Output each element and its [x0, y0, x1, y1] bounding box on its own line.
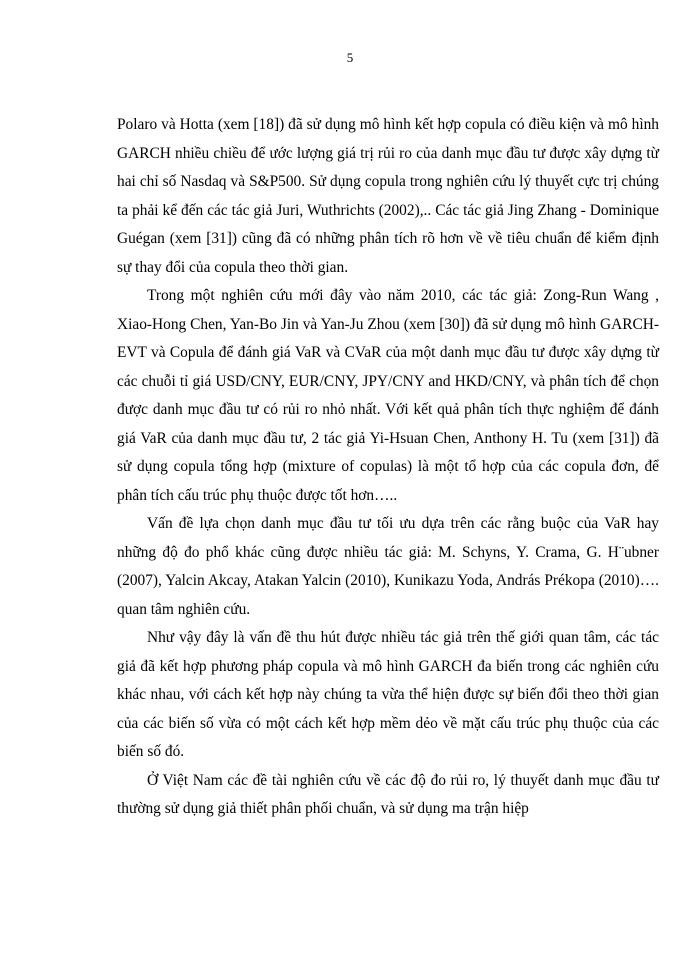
- paragraph-vietnam: Ở Việt Nam các đề tài nghiên cứu về các độ đo rủi ro, lý thuyết danh mục đầu tư thường sử dụng giả thiết phân phối chuẩn, và sử dụng ma trận hiệp: [117, 771, 659, 817]
- body-text: [117, 111, 659, 824]
- paragraph-summary: Như vậy đây là vấn đề thu hút được nhiều tác giả trên thế giới quan tâm, các tác giả đã kết hợp phương pháp copula và mô hình GARCH đa biến trong các nghiên cứu khác nhau, với cách kết hợp này chúng ta vừa thể hiện được sự biến đổi theo thời gian của các biến số vừa có một cách kết hợp mềm dẻo về mặt cấu trúc phụ thuộc của các biến số đó.: [117, 629, 659, 760]
- paragraph-polaro-hotta: Polaro và Hotta (xem [18]) đã sử dụng mô hình kết hợp copula có điều kiện và mô hình GARCH nhiều chiều để ước lượng giá trị rủi ro của danh mục đầu tư được xây dựng từ hai chỉ số Nasdaq và S&P500. Sử dụng copula trong nghiên cứu lý thuyết cực trị chúng ta phải kể đến các tác giả Juri, Wuthrichts (2002),.. Các tác giả Jing Zhang - Dominique Guégan (xem [31]) cũng đã có những phân tích rõ hơn về về tiêu chuẩn để kiểm định sự thay đổi của copula theo thời gian.: [117, 116, 659, 276]
- page-number: 5: [346, 50, 354, 65]
- paragraph-zong-run-wang: Trong một nghiên cứu mới đây vào năm 2010, các tác giả: Zong-Run Wang , Xiao-Hong Chen, Yan-Bo Jin và Yan-Ju Zhou (xem [30]) đã sử dụng mô hình GARCH-EVT và Copula để đánh giá VaR và CVaR của một danh mục đầu tư được xây dựng từ các chuỗi tỉ giá USD/CNY, EUR/CNY, JPY/CNY and HKD/CNY, và phân tích để chọn được danh mục đầu tư có rủi ro nhỏ nhất. Với kết quả phân tích thực nghiệm để đánh giá VaR của danh mục đầu tư, 2 tác giả Yi-Hsuan Chen, Anthony H. Tu (xem [31]) đã sử dụng copula tổng hợp (mixture of copulas) là một tổ hợp của các copula đơn, để phân tích cấu trúc phụ thuộc được tốt hơn…..: [117, 287, 659, 504]
- paragraph-portfolio-selection: Vấn đề lựa chọn danh mục đầu tư tối ưu dựa trên các rằng buộc của VaR hay những độ đo phổ khác cũng được nhiều tác giả: M. Schyns, Y. Crama, G. H¨ubner (2007), Yalcin Akcay, Atakan Yalcin (2010), Kunikazu Yoda, András Prékopa (2010)…. quan tâm nghiên cứu.: [117, 515, 659, 618]
